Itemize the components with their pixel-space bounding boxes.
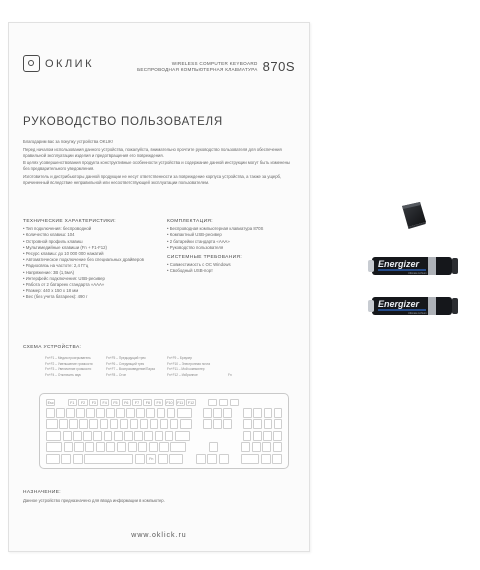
key-f6: F6 [122,399,131,406]
spec-item: • Работа от 2 батареек стандарта «AAA» [23,282,151,288]
key-f9: F9 [154,399,163,406]
battery-type: Ultimate Lithium [408,272,427,275]
hotkey-note: Fn+F12 – Избранное [167,372,198,377]
package-item: • 2 батарейки стандарта «AAA» [167,239,297,245]
key-f12: F12 [187,400,195,405]
key-f3: F3 [89,399,98,406]
spec-item: • Количество клавиш: 104 [23,232,151,238]
hotkey-note: Fn [228,372,232,377]
spec-item: • Размер: 440 x 150 x 18 мм [23,288,151,294]
keyboard-bottom-letter-row [46,442,282,452]
key-f5: F5 [111,399,120,406]
hotkey-note [228,362,285,367]
user-manual-sheet [8,22,310,552]
hotkey-note [228,356,285,361]
key-fn: Fn [146,454,156,464]
hotkey-note: Fn+F2 – Уменьшение громкости [45,361,93,366]
battery-icon [368,255,458,277]
scheme-hotkey-notes [45,356,285,377]
keyboard-top-letter-row [46,419,282,429]
brand-name: ОКЛИК [45,57,94,70]
hotkey-note [228,367,285,372]
key-f11: F11 [177,400,184,405]
manual-title: РУКОВОДСТВО ПОЛЬЗОВАТЕЛЯ [23,116,223,128]
key-f8: F8 [143,399,152,406]
hotkey-note: Fn+F8 – Стоп [106,372,127,377]
specs-heading: ТЕХНИЧЕСКИЕ ХАРАКТЕРИСТИКИ: [23,219,116,224]
hotkey-note: Fn+F9 – Браузер [167,356,193,360]
usb-receiver-icon [398,200,428,230]
requirement-item: • Совместимость с ОС Windows [167,262,297,268]
package-item: • Руководство пользователя [167,245,297,251]
spec-item: • Автоматическое подключение без специальных драйверов [23,257,151,263]
specs-column [23,219,151,301]
oklick-logo-icon [23,55,40,72]
intro-paragraph: Перед началом использования данного устройства, пожалуйста, внимательно прочтите руководство пользователя для обеспечения правильной эксплуатации изделия и предотвращения его повреждения. [23,146,282,158]
purpose-heading: НАЗНАЧЕНИЕ: [23,490,62,495]
intro-paragraph: Изготовитель и дистрибьюторы данной продукции не несут ответственности за повреждение корпуса устройства, а также за ущерб, причиненный вследствие неправильной или несоответствующей эксплуатации пользователем. [23,173,282,185]
product-name-ru: БЕСПРОВОДНАЯ КОМПЬЮТЕРНАЯ КЛАВИАТУРА [137,67,258,72]
hotkey-note: Fn+F1 – Медиа проигрыватель [45,356,91,360]
hotkey-note: Fn+F6 – Следующий трек [106,361,145,366]
intro-paragraph: Благодарим вас за покупку устройства OKLIK! [23,139,114,144]
key-f1: F1 [68,399,77,406]
hotkey-note: Fn+F7 – Воспроизведение/Пауза [106,367,155,372]
hotkey-note: Fn+F3 – Увеличение громкости [45,367,92,372]
keyboard-space-row [46,454,282,464]
requirement-item: • Свободный USB-порт [167,268,297,274]
keyboard-function-row [46,399,282,406]
spec-item: • Островной профиль клавиш [23,239,151,245]
spec-item: • Радиосвязь на частоте: 2,4 ГГц [23,263,151,269]
spec-item: • Тип подключения: беспроводной [23,226,151,232]
battery-brand: Energizer [378,259,420,269]
product-name-en: WIRELESS COMPUTER KEYBOARD [171,61,258,66]
spec-item: • Напряжение: 3В (1,5мА) [23,270,151,276]
scheme-heading: СХЕМА УСТРОЙСТВА: [23,345,82,350]
keyboard-home-row [46,431,282,441]
hotkey-note: Fn+F5 – Предыдущий трек [106,356,146,360]
battery-type: Ultimate Lithium [408,312,427,315]
battery-brand: Energizer [378,299,420,309]
package-item: • Компактный USB-ресивер [167,232,297,238]
spec-item: • Мультимедийные клавиши (Fn + F1-F12) [23,245,151,251]
key-f4: F4 [100,399,109,406]
spec-item: • Интерфейс подключения: USB-ресивер [23,276,151,282]
keyboard-diagram [39,393,289,469]
key-f10: F10 [166,400,173,405]
key-esc: Esc [47,400,54,405]
requirements-heading: СИСТЕМНЫЕ ТРЕБОВАНИЯ: [167,255,243,261]
hotkey-note: Fn+F10 – Электронная почта [167,361,211,366]
website-url: www.oklick.ru [131,532,187,539]
hotkey-note: Fn+F4 – Отключить звук [45,372,81,377]
keyboard-number-row [46,408,282,418]
product-header [137,60,295,73]
brand-logo [23,55,94,72]
package-item: • Беспроводная компьютерная клавиатура 870S [167,226,297,232]
package-heading: КОМПЛЕКТАЦИЯ: [167,219,214,224]
intro-text [23,139,295,188]
model-number: 870S [262,59,295,74]
battery-icon [368,295,458,317]
spec-item: • Ресурс клавиш: до 10 000 000 нажатий [23,251,151,257]
spec-item: • Вес (без учета батареек): 490 г [23,294,151,300]
key-f7: F7 [132,399,141,406]
package-column [167,219,297,275]
key-f2: F2 [78,399,87,406]
intro-paragraph: В целях усовершенствования продукта конструктивные особенности устройства и содержание данной инструкции могут быть изменены без предварительного уведомления. [23,160,290,172]
purpose-text: Данное устройство предназначено для ввода информации в компьютер. [23,498,165,503]
hotkey-note: Fn+F11 – Мой компьютер [167,367,205,372]
